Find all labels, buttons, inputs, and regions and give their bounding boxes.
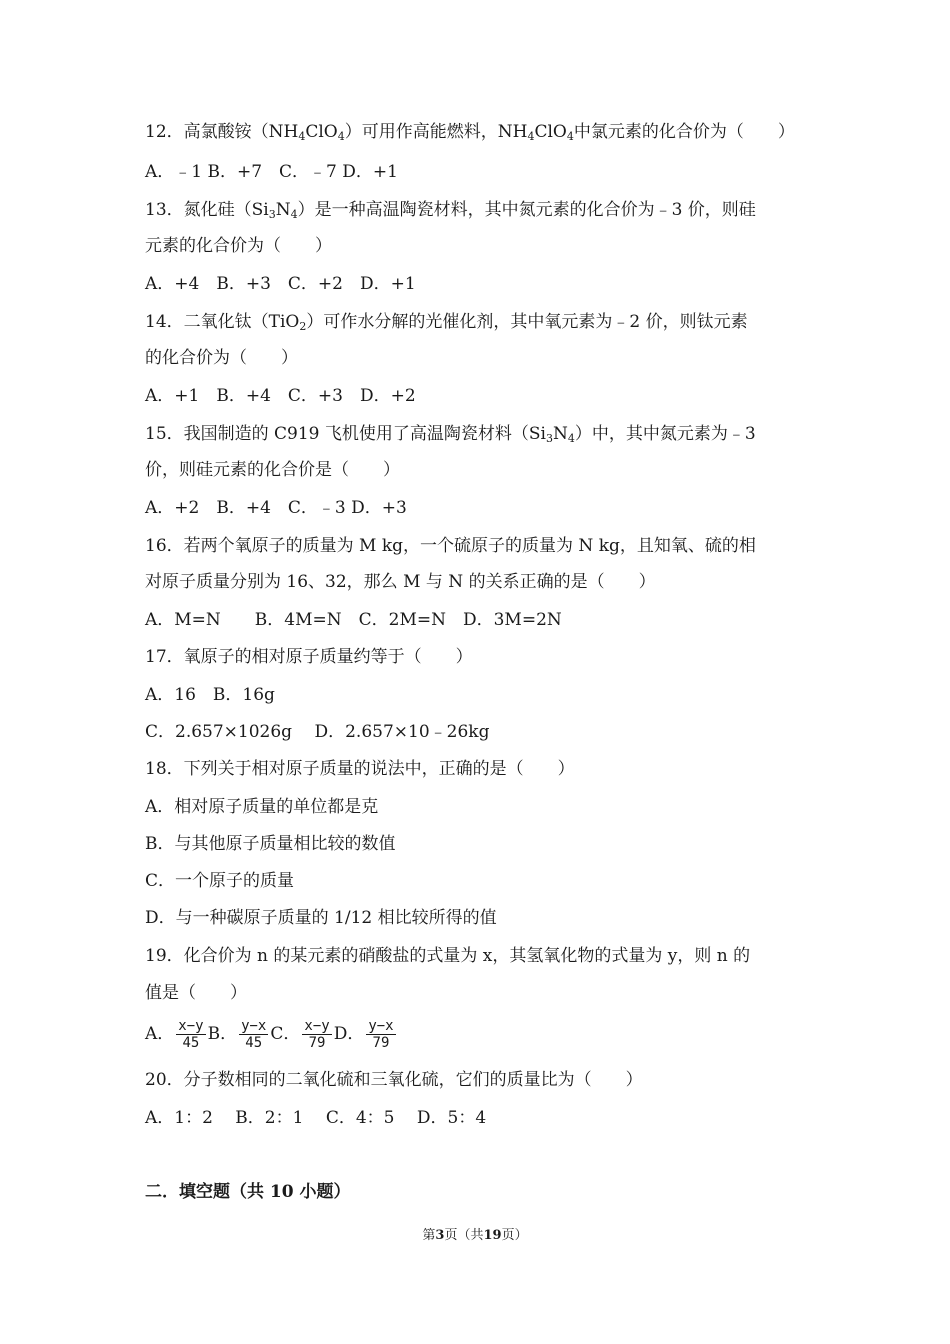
q16-stem-line2: 对原子质量分别为 16、32，那么 M 与 N 的关系正确的是（ ） (145, 572, 656, 592)
q19-fraction-a: $\frac{x-y}{45}$ (178, 1018, 204, 1051)
q19-label-c: C． (270, 1024, 301, 1044)
q19-options (145, 1016, 815, 1052)
q17-stem: 17．氧原子的相对原子质量约等于（ ） (145, 647, 473, 667)
q18-stem: 18．下列关于相对原子质量的说法中，正确的是（ ） (145, 759, 575, 779)
q18-option-b: B．与其他原子质量相比较的数值 (145, 834, 396, 854)
q14-stem-line2: 的化合价为（ ） (145, 348, 298, 368)
q19-fraction-b: $\frac{y-x}{45}$ (241, 1018, 267, 1051)
q18-option-c: C．一个原子的质量 (145, 871, 295, 891)
q15-stem-line1: 15．我国制造的 C919 飞机使用了高温陶瓷材料$(Si_3N_4)$中，其中氮元素为﹣3 (145, 424, 756, 445)
q16-options: A．M=N B．4M=N C．2M=N D．3M=2N (145, 610, 562, 630)
q12-options: A．﹣1 B．+7 C．﹣7 D．+1 (145, 162, 398, 182)
q17-options-cd: C．2.657×1026g D．2.657×10﹣26kg (145, 722, 490, 742)
q14-stem-line1: 14．二氧化钛（TiO$_2$）可作水分解的光催化剂，其中氧元素为﹣2 价，则钛元素 (145, 312, 748, 333)
q20-options: A．1：2 B．2：1 C．4：5 D．5：4 (145, 1108, 487, 1128)
q12-stem: 12．高氯酸铵$(NH_4ClO_4)$可用作高能燃料，$NH_4ClO_4$中氯元素的化合价为（ ） (145, 122, 795, 143)
q13-stem-line1: 13．氮化硅$(Si_3N_4)$是一种高温陶瓷材料，其中氮元素的化合价为﹣3 价，则硅 (145, 200, 756, 221)
q19-label-a: A． (145, 1024, 175, 1044)
current-page-number: 3 (435, 1228, 445, 1243)
q15-stem-line2: 价，则硅元素的化合价是（ ） (145, 460, 400, 480)
q19-label-d: D． (333, 1024, 365, 1044)
q19-fraction-d: $\frac{y-x}{79}$ (368, 1018, 394, 1051)
q19-stem-line1: 19．化合价为 n 的某元素的硝酸盐的式量为 x，其氢氧化物的式量为 y，则 n 的 (145, 946, 751, 966)
q20-stem: 20．分子数相同的二氧化硫和三氧化硫，它们的质量比为（ ） (145, 1070, 643, 1090)
total-page-count: 19 (483, 1228, 502, 1243)
q19-label-b: B． (207, 1024, 238, 1044)
q19-fraction-c: $\frac{x-y}{79}$ (304, 1018, 330, 1051)
q19-stem-line2: 值是（ ） (145, 983, 247, 1003)
q14-options: A．+1 B．+4 C．+3 D．+2 (145, 386, 416, 406)
q13-options: A．+4 B．+3 C．+2 D．+1 (145, 274, 416, 294)
q17-options-ab: A．16 B．16g (145, 685, 275, 705)
q18-option-d: D．与一种碳原子质量的 1/12 相比较所得的值 (145, 908, 497, 928)
q18-option-a: A．相对原子质量的单位都是克 (145, 797, 379, 817)
q13-stem-line2: 元素的化合价为（ ） (145, 236, 332, 256)
page-footer: 第3页（共19页） (422, 1228, 528, 1243)
q16-stem-line1: 16．若两个氧原子的质量为 M kg，一个硫原子的质量为 N kg，且知氧、硫的相 (145, 536, 756, 556)
section-title: 二．填空题（共 10 小题） (145, 1182, 351, 1202)
q15-options: A．+2 B．+4 C．﹣3 D．+3 (145, 498, 407, 518)
